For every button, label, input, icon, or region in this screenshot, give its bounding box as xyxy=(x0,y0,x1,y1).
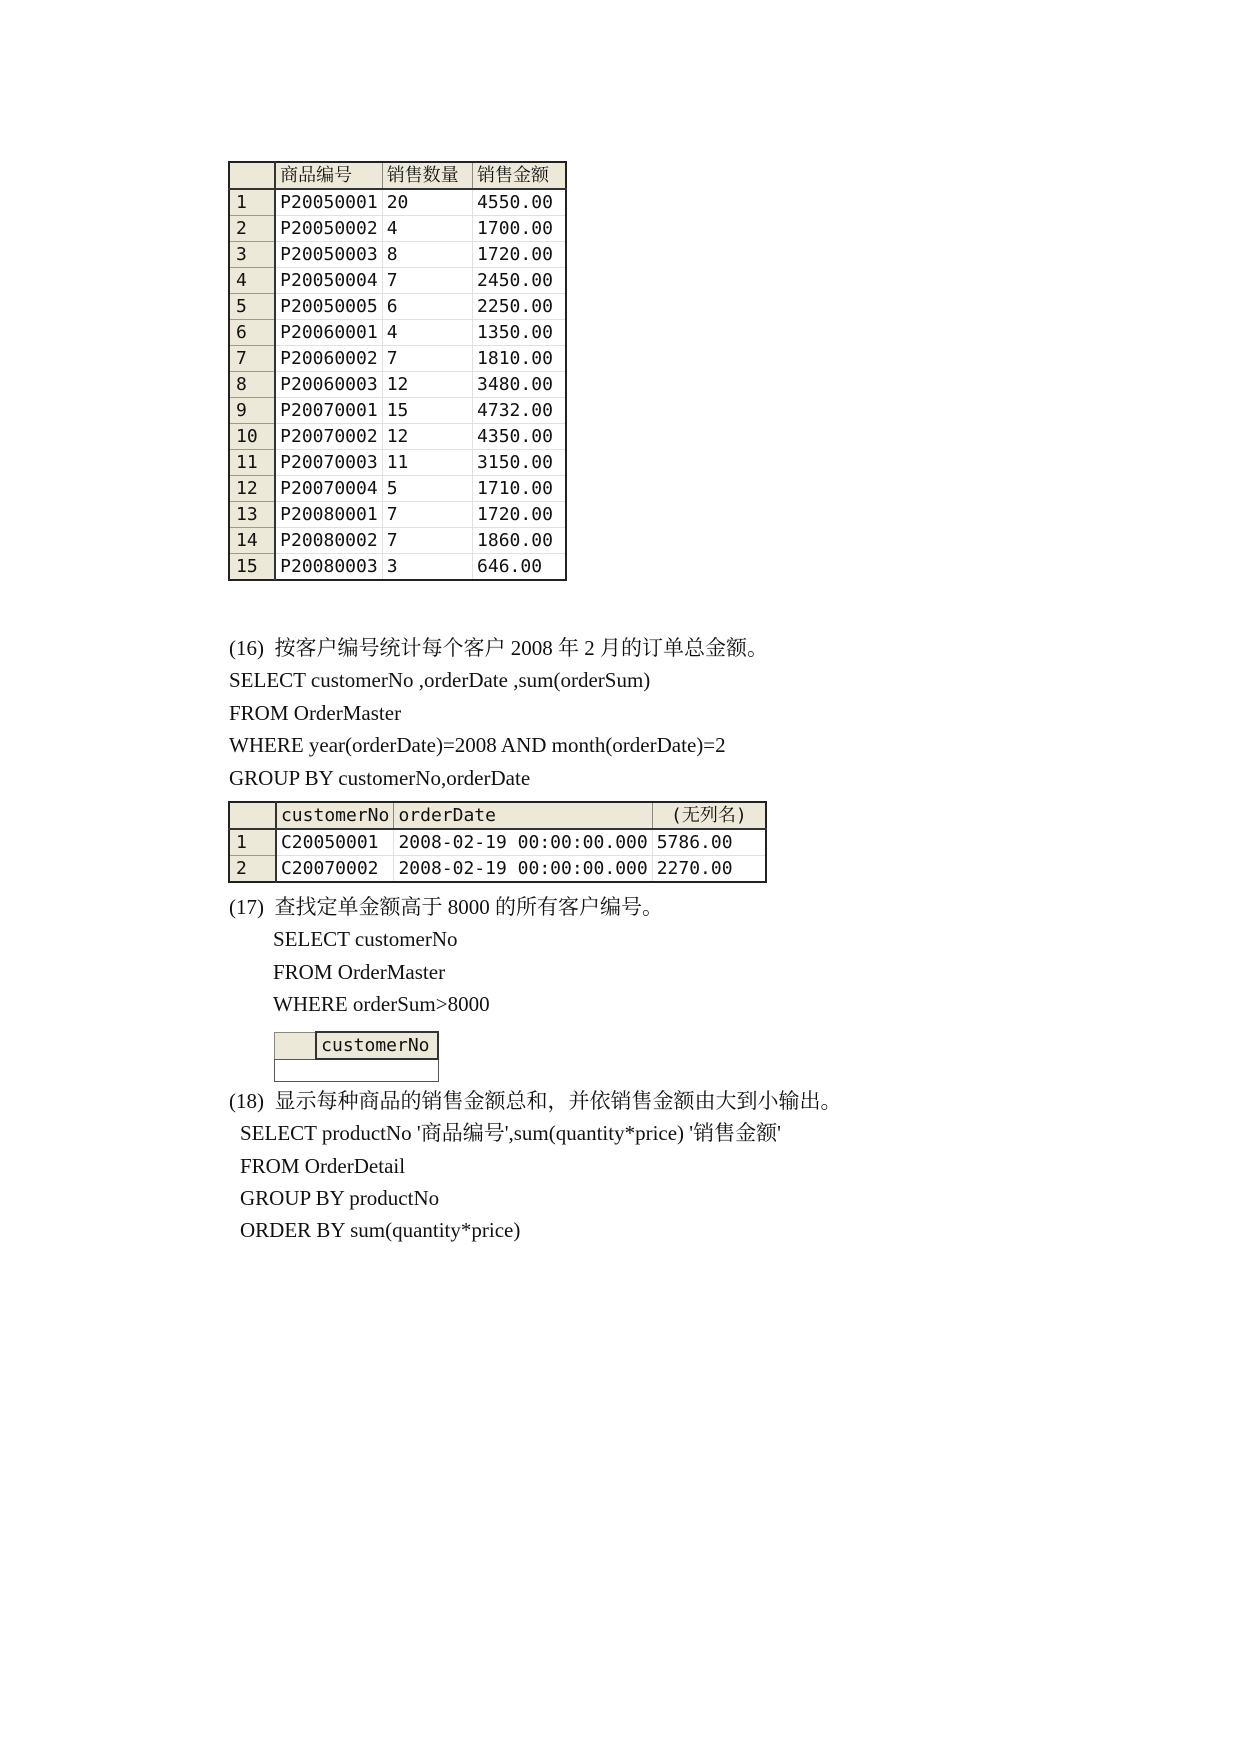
header-row xyxy=(229,802,766,829)
cell-sales-qty[interactable]: 7 xyxy=(382,502,472,528)
row-number[interactable]: 13 xyxy=(229,502,275,528)
header-row xyxy=(229,162,566,189)
cell-sales-qty[interactable]: 8 xyxy=(382,242,472,268)
row-number[interactable]: 8 xyxy=(229,372,275,398)
cell-sales-qty[interactable]: 4 xyxy=(382,320,472,346)
cell-product-no[interactable]: P20070001 xyxy=(275,398,382,424)
cell-sales-qty[interactable]: 5 xyxy=(382,476,472,502)
cell-sales-qty[interactable]: 15 xyxy=(382,398,472,424)
column-header-sales-qty[interactable]: 销售数量 xyxy=(382,162,472,189)
cell-sales-qty[interactable]: 11 xyxy=(382,450,472,476)
cell-customer-no[interactable]: C20050001 xyxy=(276,829,394,856)
column-header-unnamed[interactable]: (无列名) xyxy=(652,802,766,829)
cell-product-no[interactable]: P20080001 xyxy=(275,502,382,528)
cell-product-no[interactable]: P20070002 xyxy=(275,424,382,450)
sql-line: FROM OrderDetail xyxy=(240,1154,406,1178)
customer-no-empty-grid xyxy=(274,1031,439,1082)
cell-sales-qty[interactable]: 4 xyxy=(382,216,472,242)
cell-sales-amount[interactable]: 1860.00 xyxy=(473,528,566,554)
table-row[interactable] xyxy=(229,476,566,502)
sql-line: SELECT productNo '商品编号',sum(quantity*price) '销售金额' xyxy=(240,1121,781,1145)
table-row[interactable] xyxy=(229,528,566,554)
table-row[interactable] xyxy=(229,829,766,856)
sql-line: SELECT customerNo ,orderDate ,sum(orderSum) xyxy=(229,668,651,692)
sql-line: ORDER BY sum(quantity*price) xyxy=(240,1218,521,1242)
row-number[interactable]: 12 xyxy=(229,476,275,502)
cell-product-no[interactable]: P20050005 xyxy=(275,294,382,320)
row-number[interactable]: 2 xyxy=(229,216,275,242)
cell-sales-amount[interactable]: 1710.00 xyxy=(473,476,566,502)
cell-product-no[interactable]: P20080003 xyxy=(275,554,382,581)
cell-sales-qty[interactable]: 7 xyxy=(382,346,472,372)
cell-product-no[interactable]: P20050001 xyxy=(275,189,382,216)
column-header-customer-no[interactable]: customerNo xyxy=(316,1032,438,1059)
cell-sales-qty[interactable]: 12 xyxy=(382,372,472,398)
cell-sales-amount[interactable]: 3150.00 xyxy=(473,450,566,476)
row-number[interactable]: 9 xyxy=(229,398,275,424)
cell-sales-amount[interactable]: 1810.00 xyxy=(473,346,566,372)
table-row[interactable] xyxy=(229,398,566,424)
sql-line: FROM OrderMaster xyxy=(273,960,446,984)
question-16-title: (16) 按客户编号统计每个客户 2008 年 2 月的订单总金额。 xyxy=(229,636,768,660)
column-header-order-date[interactable]: orderDate xyxy=(394,802,652,829)
cell-sales-amount[interactable]: 4732.00 xyxy=(473,398,566,424)
header-row xyxy=(275,1032,439,1059)
sql-line: WHERE orderSum>8000 xyxy=(273,992,490,1016)
row-number[interactable]: 5 xyxy=(229,294,275,320)
cell-sales-qty[interactable]: 3 xyxy=(382,554,472,581)
question-18-title: (18) 显示每种商品的销售金额总和，并依销售金额由大到小输出。 xyxy=(229,1089,842,1113)
row-number[interactable]: 6 xyxy=(229,320,275,346)
row-number[interactable]: 14 xyxy=(229,528,275,554)
cell-sales-qty[interactable]: 20 xyxy=(382,189,472,216)
cell-order-sum[interactable]: 2270.00 xyxy=(652,856,766,883)
cell-sales-amount[interactable]: 3480.00 xyxy=(473,372,566,398)
table-row[interactable] xyxy=(229,450,566,476)
cell-product-no[interactable]: P20060003 xyxy=(275,372,382,398)
table-row[interactable] xyxy=(229,856,766,883)
cell-sales-qty[interactable]: 6 xyxy=(382,294,472,320)
sql-line: FROM OrderMaster xyxy=(229,701,402,725)
table-row[interactable] xyxy=(229,216,566,242)
column-header-product-no[interactable]: 商品编号 xyxy=(275,162,382,189)
sales-result-grid xyxy=(228,161,567,581)
sql-line: GROUP BY customerNo,orderDate xyxy=(229,766,531,790)
cell-sales-amount[interactable]: 1720.00 xyxy=(473,242,566,268)
cell-sales-amount[interactable]: 1700.00 xyxy=(473,216,566,242)
cell-sales-amount[interactable]: 4550.00 xyxy=(473,189,566,216)
cell-sales-qty[interactable]: 7 xyxy=(382,528,472,554)
cell-sales-qty[interactable]: 7 xyxy=(382,268,472,294)
cell-sales-amount[interactable]: 1350.00 xyxy=(473,320,566,346)
grid-corner-cell[interactable] xyxy=(229,802,276,829)
row-number[interactable]: 7 xyxy=(229,346,275,372)
sql-line: SELECT customerNo xyxy=(273,927,458,951)
question-17-title: (17) 查找定单金额高于 8000 的所有客户编号。 xyxy=(229,895,663,919)
cell-sales-amount[interactable]: 2250.00 xyxy=(473,294,566,320)
cell-product-no[interactable]: P20070003 xyxy=(275,450,382,476)
cell-order-sum[interactable]: 5786.00 xyxy=(652,829,766,856)
table-row[interactable] xyxy=(229,242,566,268)
cell-order-date[interactable]: 2008-02-19 00:00:00.000 xyxy=(394,856,652,883)
cell-customer-no[interactable]: C20070002 xyxy=(276,856,394,883)
cell-sales-qty[interactable]: 12 xyxy=(382,424,472,450)
cell-sales-amount[interactable]: 646.00 xyxy=(473,554,566,581)
grid-corner-cell[interactable] xyxy=(275,1032,317,1059)
customer-order-total-grid xyxy=(228,801,767,883)
empty-result-area xyxy=(275,1059,439,1081)
cell-sales-amount[interactable]: 2450.00 xyxy=(473,268,566,294)
table-row[interactable] xyxy=(229,372,566,398)
column-header-customer-no[interactable]: customerNo xyxy=(276,802,394,829)
cell-product-no[interactable]: P20050004 xyxy=(275,268,382,294)
row-number[interactable]: 1 xyxy=(229,189,275,216)
row-number[interactable]: 10 xyxy=(229,424,275,450)
grid-corner-cell[interactable] xyxy=(229,162,275,189)
cell-product-no[interactable]: P20060001 xyxy=(275,320,382,346)
cell-sales-amount[interactable]: 1720.00 xyxy=(473,502,566,528)
table-row[interactable] xyxy=(229,554,566,581)
cell-product-no[interactable]: P20060002 xyxy=(275,346,382,372)
sql-line: GROUP BY productNo xyxy=(240,1186,440,1210)
row-number[interactable]: 2 xyxy=(229,856,276,883)
table-row[interactable] xyxy=(229,502,566,528)
cell-order-date[interactable]: 2008-02-19 00:00:00.000 xyxy=(394,829,652,856)
row-number[interactable]: 1 xyxy=(229,829,276,856)
column-header-sales-amount[interactable]: 销售金额 xyxy=(473,162,566,189)
table-row[interactable] xyxy=(229,320,566,346)
cell-product-no[interactable]: P20080002 xyxy=(275,528,382,554)
row-number[interactable]: 15 xyxy=(229,554,275,581)
table-row[interactable] xyxy=(229,346,566,372)
cell-sales-amount[interactable]: 4350.00 xyxy=(473,424,566,450)
table-row[interactable] xyxy=(229,268,566,294)
row-number[interactable]: 3 xyxy=(229,242,275,268)
table-row[interactable] xyxy=(229,424,566,450)
table-row[interactable] xyxy=(229,294,566,320)
cell-product-no[interactable]: P20050002 xyxy=(275,216,382,242)
cell-product-no[interactable]: P20050003 xyxy=(275,242,382,268)
row-number[interactable]: 11 xyxy=(229,450,275,476)
empty-row xyxy=(275,1059,439,1081)
row-number[interactable]: 4 xyxy=(229,268,275,294)
cell-product-no[interactable]: P20070004 xyxy=(275,476,382,502)
sql-line: WHERE year(orderDate)=2008 AND month(orderDate)=2 xyxy=(229,733,726,757)
table-row[interactable] xyxy=(229,189,566,216)
